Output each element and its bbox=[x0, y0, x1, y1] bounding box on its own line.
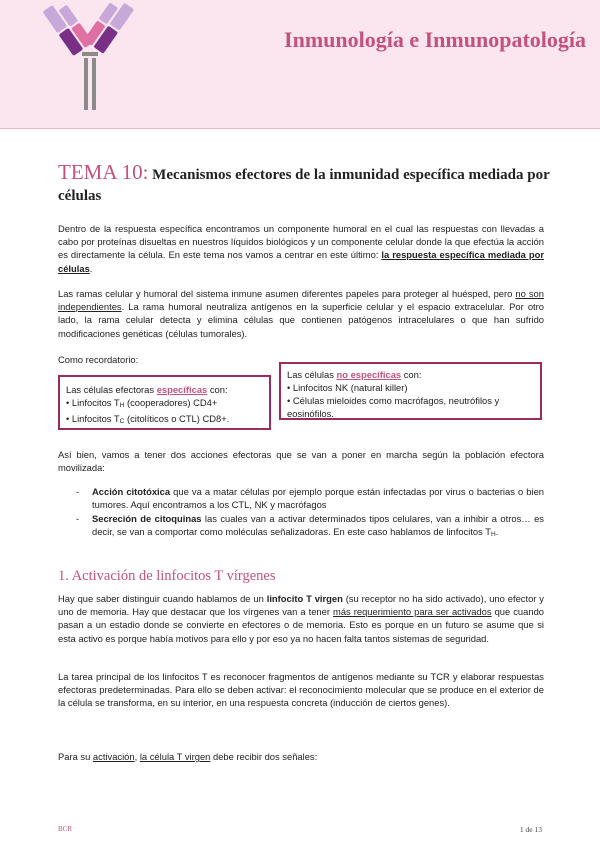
page-header bbox=[0, 0, 600, 129]
antibody-icon bbox=[28, 0, 148, 110]
branches-paragraph: Las ramas celular y humoral del sistema inmune asumen diferentes papeles para proteger al huésped, pero no son independientes. La rama humoral neutraliza antígenos en la superficie celular y el espacio extracelular. Por otro lado, la rama celular detecta y elimina células que contienen patógenos intracelulares o que han sufrido modificaciones genéticas (células tumorales). bbox=[58, 288, 544, 339]
list-item: - Secreción de citoquinas las cuales van a activar determinados tipos celulares, van a inhibir a otros… es decir, se van a comportar como moléculas señalizadoras. En este caso hablamos de linfocitos TH. bbox=[76, 513, 544, 539]
topic-title: Mecanismos efectores de la inmunidad específica mediada por células bbox=[58, 167, 550, 204]
activation-paragraph: Para su activación, la célula T virgen debe recibir dos señales: bbox=[58, 751, 318, 762]
list-item: - Acción citotóxica que va a matar células por ejemplo porque están infectadas por virus o bacterias o bien tumores. Aquí encontramos a los CTL, NK y macrófagos bbox=[76, 486, 545, 511]
intro-paragraph: Dentro de la respuesta específica encontramos un componente humoral en el cual las respuestas con llevadas a cabo por proteínas disueltas en nuestros líquidos biológicos y un componente celular donde la que efectúa la acción es directamente la célula. En este tema nos vamos a centrar en este último: la respuesta específica mediada por células. bbox=[58, 223, 544, 274]
specific-cells-box: Las células efectoras específicas con: • Linfocitos TH (cooperadores) CD4+ • Linfocitos TC (citolíticos o CTL) CD8+. bbox=[58, 375, 271, 430]
page-number: 1 de 13 bbox=[519, 825, 542, 834]
tcell-task-paragraph: La tarea principal de los linfocitos T es reconocer fragmentos de antígenos mediante su TCR y elaborar respuestas efectoras predeterminadas. Para ello se deben activar: el reconocimiento molecular que se produce en el exterior de la célula se transforma, en su interior, en una respuesta concreta (inducción de ciertos genes). bbox=[58, 671, 544, 709]
document-title: Inmunología e Inmunopatología bbox=[284, 27, 586, 52]
topic-number: TEMA 10: bbox=[58, 160, 149, 184]
emphasis-text: la respuesta específica mediada por células bbox=[58, 249, 544, 274]
topic-heading bbox=[58, 162, 558, 207]
actions-paragraph: Así bien, vamos a tener dos acciones efectoras que se van a poner en marcha según la población efectora movilizada: bbox=[58, 449, 544, 474]
section-heading: 1. Activación de linfocitos T vírgenes bbox=[58, 568, 276, 584]
footer-author: BCR bbox=[58, 825, 73, 833]
virgin-tcell-paragraph: Hay que saber distinguir cuando hablamos de un linfocito T virgen (su receptor no ha sido activado), uno efector y uno de memoria. Hay que destacar que los vírgenes van a tener más requerimiento para ser activados que cuando pasan a un estadio donde se convierte en efectores o de memoria. Esto es porque en un futuro se asume que si esta activo es porque había motivos para ello y por eso ya no hacen falta tantos sistemas de seguridad. bbox=[58, 593, 544, 644]
reminder-label: Como recordatorio: bbox=[58, 354, 139, 365]
nonspecific-cells-box: Las células no específicas con: • Linfocitos NK (natural killer) • Células mieloides como macrófagos, neutrófilos y eosinófilos. bbox=[279, 362, 542, 420]
